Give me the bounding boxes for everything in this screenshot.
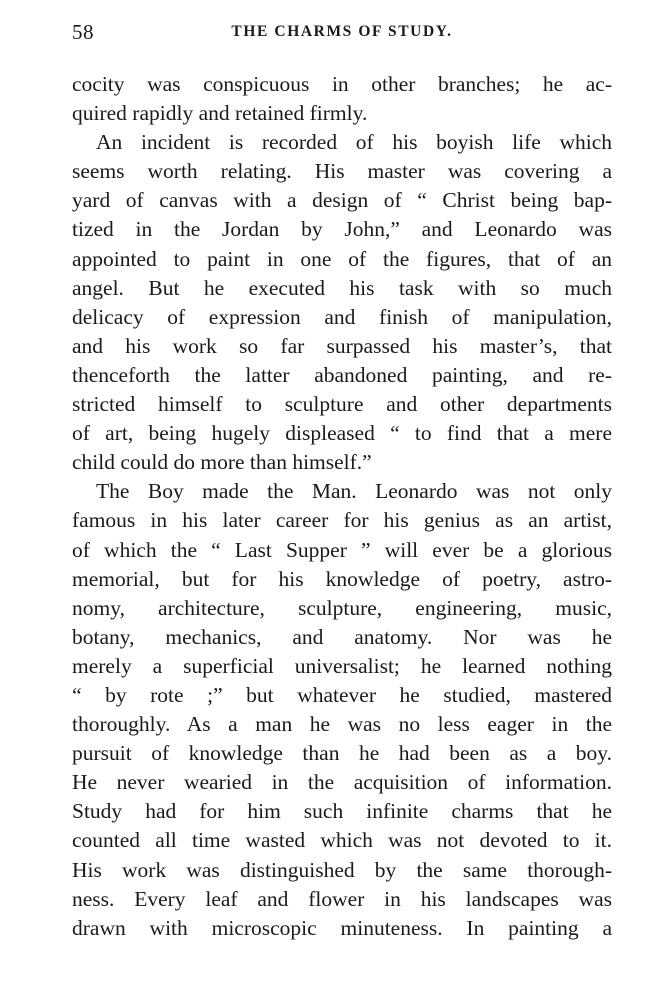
text-line: ness. Every leaf and flower in his landscapes was: [72, 886, 612, 911]
text-line: cocity was conspicuous in other branches; he ac-: [72, 72, 612, 96]
running-title: THE CHARMS OF STUDY.: [231, 23, 453, 40]
text-line: “ by rote ;” but whatever he studied, mastered: [72, 682, 612, 707]
text-line: appointed to paint in one of the figures, that of an: [72, 246, 612, 271]
text-line: stricted himself to sculpture and other departments: [72, 392, 612, 417]
text-line: yard of canvas with a design of “ Christ being bap-: [72, 188, 612, 213]
text-line: Study had for him such infinite charms that he: [72, 799, 612, 824]
text-line: He never wearied in the acquisition of information.: [72, 770, 612, 795]
text-line: famous in his later career for his genius as an artist,: [72, 508, 612, 533]
text-line: seems worth relating. His master was covering a: [72, 159, 612, 184]
text-line: botany, mechanics, and anatomy. Nor was he: [72, 624, 612, 649]
page-number: 58: [72, 20, 94, 44]
text-line: thenceforth the latter abandoned painting, and re-: [72, 362, 612, 387]
text-line: child could do more than himself.”: [72, 450, 372, 475]
text-line: of which the “ Last Supper ” will ever be a glorious: [72, 537, 612, 562]
text-line: angel. But he executed his task with so much: [72, 275, 612, 300]
text-line: quired rapidly and retained firmly.: [72, 101, 368, 126]
body-text: [72, 70, 612, 943]
text-line: The Boy made the Man. Leonardo was not only: [96, 479, 612, 504]
text-line: and his work so far surpassed his master’s, that: [72, 333, 612, 358]
text-line: pursuit of knowledge than he had been as a boy.: [72, 741, 612, 766]
text-line: memorial, but for his knowledge of poetry, astro-: [72, 566, 612, 591]
text-line: His work was distinguished by the same thorough-: [72, 857, 612, 882]
text-line: delicacy of expression and finish of manipulation,: [72, 304, 612, 329]
text-line: merely a superficial universalist; he learned nothing: [72, 653, 612, 678]
text-line: tized in the Jordan by John,” and Leonardo was: [72, 217, 612, 242]
text-line: An incident is recorded of his boyish life which: [96, 130, 612, 155]
text-line: thoroughly. As a man he was no less eager in the: [72, 712, 612, 737]
text-line: drawn with microscopic minuteness. In painting a: [72, 915, 612, 940]
text-line: nomy, architecture, sculpture, engineering, music,: [72, 595, 612, 620]
page-header: [72, 20, 612, 50]
text-line: of art, being hugely displeased “ to find that a mere: [72, 421, 612, 446]
text-line: counted all time wasted which was not devoted to it.: [72, 828, 612, 853]
